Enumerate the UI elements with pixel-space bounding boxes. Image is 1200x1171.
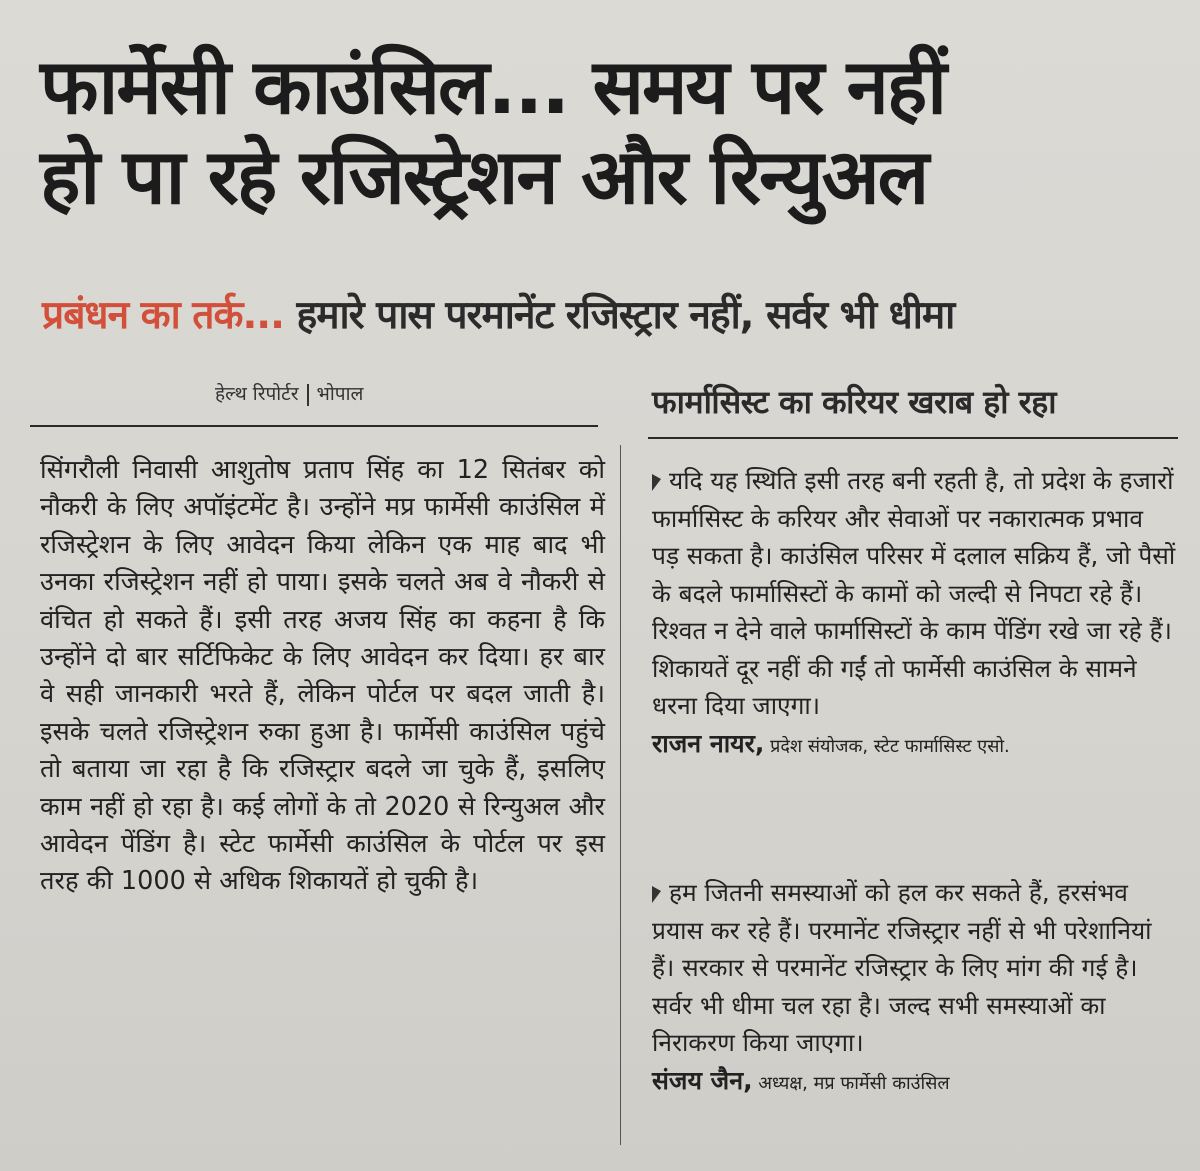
byline-reporter: हेल्थ रिपोर्टर	[215, 383, 299, 405]
quote-1-text: यदि यह स्थिति इसी तरह बनी रहती है, तो प्रदेश के हजारों फार्मासिस्ट के करियर और सेवाओं पर नकारात्मक प्रभाव पड़ सकता है। काउंसिल परिसर में दलाल सक्रिय हैं, जो पैसों के बदले फार्मासिस्टों के कामों को जल्दी से निपटा रहे हैं। रिश्वत न देने वाले फार्मासिस्टों के काम पेंडिंग रखे जा रहे हैं। शिकायतें दूर नहीं की गईं तो फार्मेसी काउंसिल के सामने धरना दिया जाएगा।	[652, 466, 1176, 720]
quote-marker-icon	[652, 886, 661, 903]
quote-1-attribution	[652, 725, 1177, 766]
quote-2-attribution	[652, 1062, 1177, 1103]
left-column-rule	[30, 425, 598, 427]
byline-place: भोपाल	[316, 383, 364, 405]
quote-1-name: राजन नायर,	[652, 728, 765, 758]
quote-2-role: अध्यक्ष, मप्र फार्मेसी काउंसिल	[752, 1072, 950, 1094]
byline-separator	[307, 384, 309, 406]
left-column-body: सिंगरौली निवासी आशुतोष प्रताप सिंह का 12 सितंबर को नौकरी के लिए अपॉइंटमेंट है। उन्होंने मप्र फार्मेसी काउंसिल में रजिस्ट्रेशन के लिए आवेदन किया लेकिन एक माह बाद भी उनका रजिस्ट्रेशन नहीं हो पाया। इसके चलते अब वे नौकरी से वंचित हो सकते हैं। इसी तरह अजय सिंह का कहना है कि उन्होंने दो बार सर्टिफिकेट के लिए आवेदन कर दिया। हर बार वे सही जानकारी भरते हैं, लेकिन पोर्टल पर बदल जाती है। इसके चलते रजिस्ट्रेशन रुका हुआ है। फार्मेसी काउंसिल पहुंचे तो बताया जा रहा है कि रजिस्ट्रार बदले जा चुके हैं, इसलिए काम नहीं हो रहा है। कई लोगों के तो 2020 से रिन्युअल और आवेदन पेंडिंग है। स्टेट फार्मेसी काउंसिल के पोर्टल पर इस तरह की 1000 से अधिक शिकायतें हो चुकी है।	[40, 455, 605, 897]
quote-2-text: हम जितनी समस्याओं को हल कर सकते हैं, हरसंभव प्रयास कर रहे हैं। परमानेंट रजिस्ट्रार नहीं से भी परेशानियां हैं। सरकार से परमानेंट रजिस्ट्रार के लिए मांग की गई है। सर्वर भी धीमा चल रहा है। जल्द सभी समस्याओं का निराकरण किया जाएगा।	[652, 878, 1152, 1057]
headline-line-1: फार्मेसी काउंसिल... समय पर नहीं	[40, 42, 945, 131]
quote-block-2	[652, 874, 1177, 1102]
quote-block-1	[652, 462, 1177, 765]
byline	[215, 380, 363, 406]
column-divider	[620, 445, 621, 1145]
subheadline	[42, 290, 1172, 342]
subheadline-lead: प्रबंधन का तर्क...	[42, 293, 284, 338]
quote-2-name: संजय जैन,	[652, 1065, 753, 1095]
quote-marker-icon	[652, 474, 661, 491]
headline-line-2: हो पा रहे रजिस्ट्रेशन और रिन्युअल	[40, 132, 928, 221]
headline	[40, 42, 1170, 222]
subheadline-rest: हमारे पास परमानेंट रजिस्ट्रार नहीं, सर्वर भी धीमा	[283, 293, 955, 338]
quote-1-role: प्रदेश संयोजक, स्टेट फार्मासिस्ट एसो.	[764, 735, 1010, 757]
right-column-rule	[648, 437, 1178, 439]
right-column-heading: फार्मासिस्ट का करियर खराब हो रहा	[652, 383, 1057, 421]
